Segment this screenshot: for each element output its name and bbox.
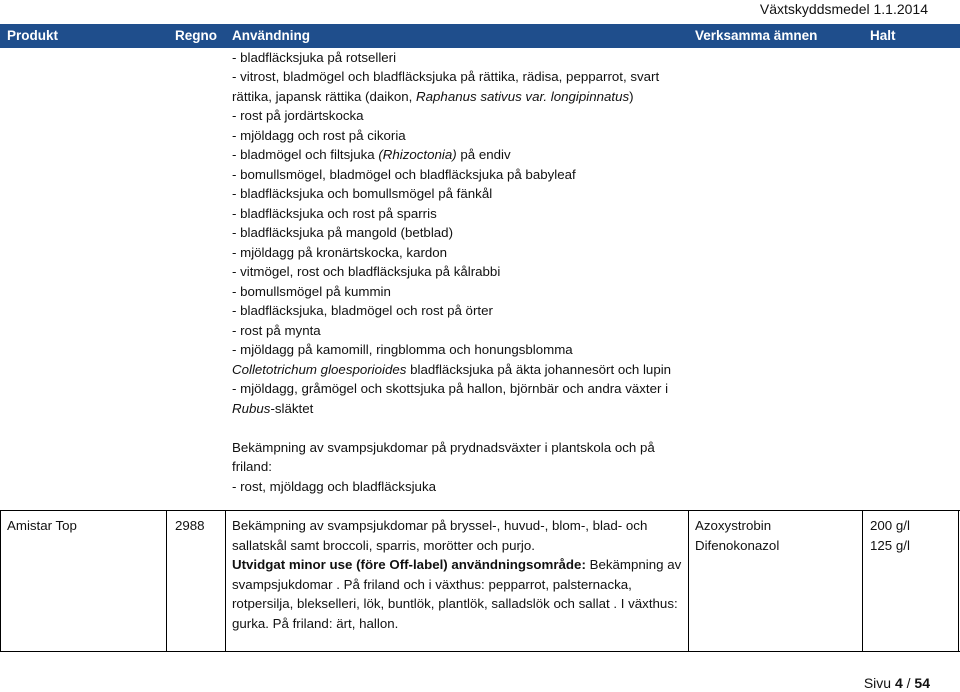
header-anvandning: Användning <box>232 28 310 43</box>
header-verksamma-amnen: Verksamma ämnen <box>695 28 818 43</box>
usage-line: Bekämpning av svampsjukdomar på bryssel-, huvud-, blom-, blad- och <box>232 518 648 533</box>
concentration: 200 g/l <box>870 518 910 533</box>
usage-line: gurka. På friland: ärt, hallon. <box>232 616 399 631</box>
column-divider <box>166 511 167 652</box>
table-header <box>0 24 960 48</box>
active-substance: Difenokonazol <box>695 538 780 553</box>
concentration: 125 g/l <box>870 538 910 553</box>
usage-line: - bladfläcksjuka på mangold (betblad) <box>232 225 454 240</box>
usage-line: Colletotrichum gloesporioides bladfläcksjuka på äkta johannesört och lupin <box>232 362 672 377</box>
usage-line: - rost på mynta <box>232 323 321 338</box>
usage-line: rättika, japansk rättika (daikon, Raphanus sativus var. longipinnatus) <box>232 89 634 104</box>
usage-line: - rost på jordärtskocka <box>232 108 364 123</box>
row-border-bottom <box>0 651 960 652</box>
header-produkt: Produkt <box>7 28 59 43</box>
column-divider <box>0 511 1 652</box>
usage-paragraph: - rost, mjöldagg och bladfläcksjuka <box>232 479 436 494</box>
usage-line: svampsjukdomar . På friland och i växthus: pepparrot, palsternacka, <box>232 577 632 592</box>
header-regno: Regno <box>175 28 217 43</box>
usage-paragraph: Bekämpning av svampsjukdomar på prydnadsväxter i plantskola och på <box>232 440 655 455</box>
usage-line: - bladfläcksjuka på rotselleri <box>232 50 397 65</box>
usage-line: - bladfläcksjuka och rost på sparris <box>232 206 437 221</box>
usage-line: Rubus-släktet <box>232 401 314 416</box>
usage-line: - bladfläcksjuka och bomullsmögel på fänkål <box>232 186 493 201</box>
header-halt: Halt <box>870 28 896 43</box>
product-name: Amistar Top <box>7 518 77 533</box>
usage-paragraph: friland: <box>232 459 272 474</box>
usage-line: - mjöldagg på kronärtskocka, kardon <box>232 245 448 260</box>
row-border-top <box>0 510 960 511</box>
usage-line: - bomullsmögel på kummin <box>232 284 391 299</box>
registration-number: 2988 <box>175 518 205 533</box>
column-divider <box>688 511 689 652</box>
usage-line: - mjöldagg på kamomill, ringblomma och honungsblomma <box>232 342 573 357</box>
page-number: Sivu 4 / 54 <box>863 675 930 691</box>
usage-line: Utvidgat minor use (före Off-label) användningsområde: Bekämpning av <box>232 557 682 572</box>
active-substance: Azoxystrobin <box>695 518 772 533</box>
column-divider <box>958 511 959 652</box>
usage-line: rotpersilja, blekselleri, lök, buntlök, plantlök, salladslök och sallat . I växthus: <box>232 596 678 611</box>
usage-line: - vitrost, bladmögel och bladfläcksjuka på rättika, rädisa, pepparrot, svart <box>232 69 660 84</box>
usage-line: sallatskål samt broccoli, sparris, morötter och purjo. <box>232 538 535 553</box>
document-title: Växtskyddsmedel 1.1.2014 <box>759 1 928 17</box>
usage-line: - bomullsmögel, bladmögel och bladfläcksjuka på babyleaf <box>232 167 576 182</box>
usage-line: - mjöldagg och rost på cikoria <box>232 128 406 143</box>
usage-line: - bladfläcksjuka, bladmögel och rost på örter <box>232 303 493 318</box>
column-divider <box>225 511 226 652</box>
usage-line: - vitmögel, rost och bladfläcksjuka på kålrabbi <box>232 264 501 279</box>
usage-line: - mjöldagg, gråmögel och skottsjuka på hallon, björnbär och andra växter i <box>232 381 669 396</box>
usage-line: - bladmögel och filtsjuka (Rhizoctonia) på endiv <box>232 147 511 162</box>
column-divider <box>862 511 863 652</box>
